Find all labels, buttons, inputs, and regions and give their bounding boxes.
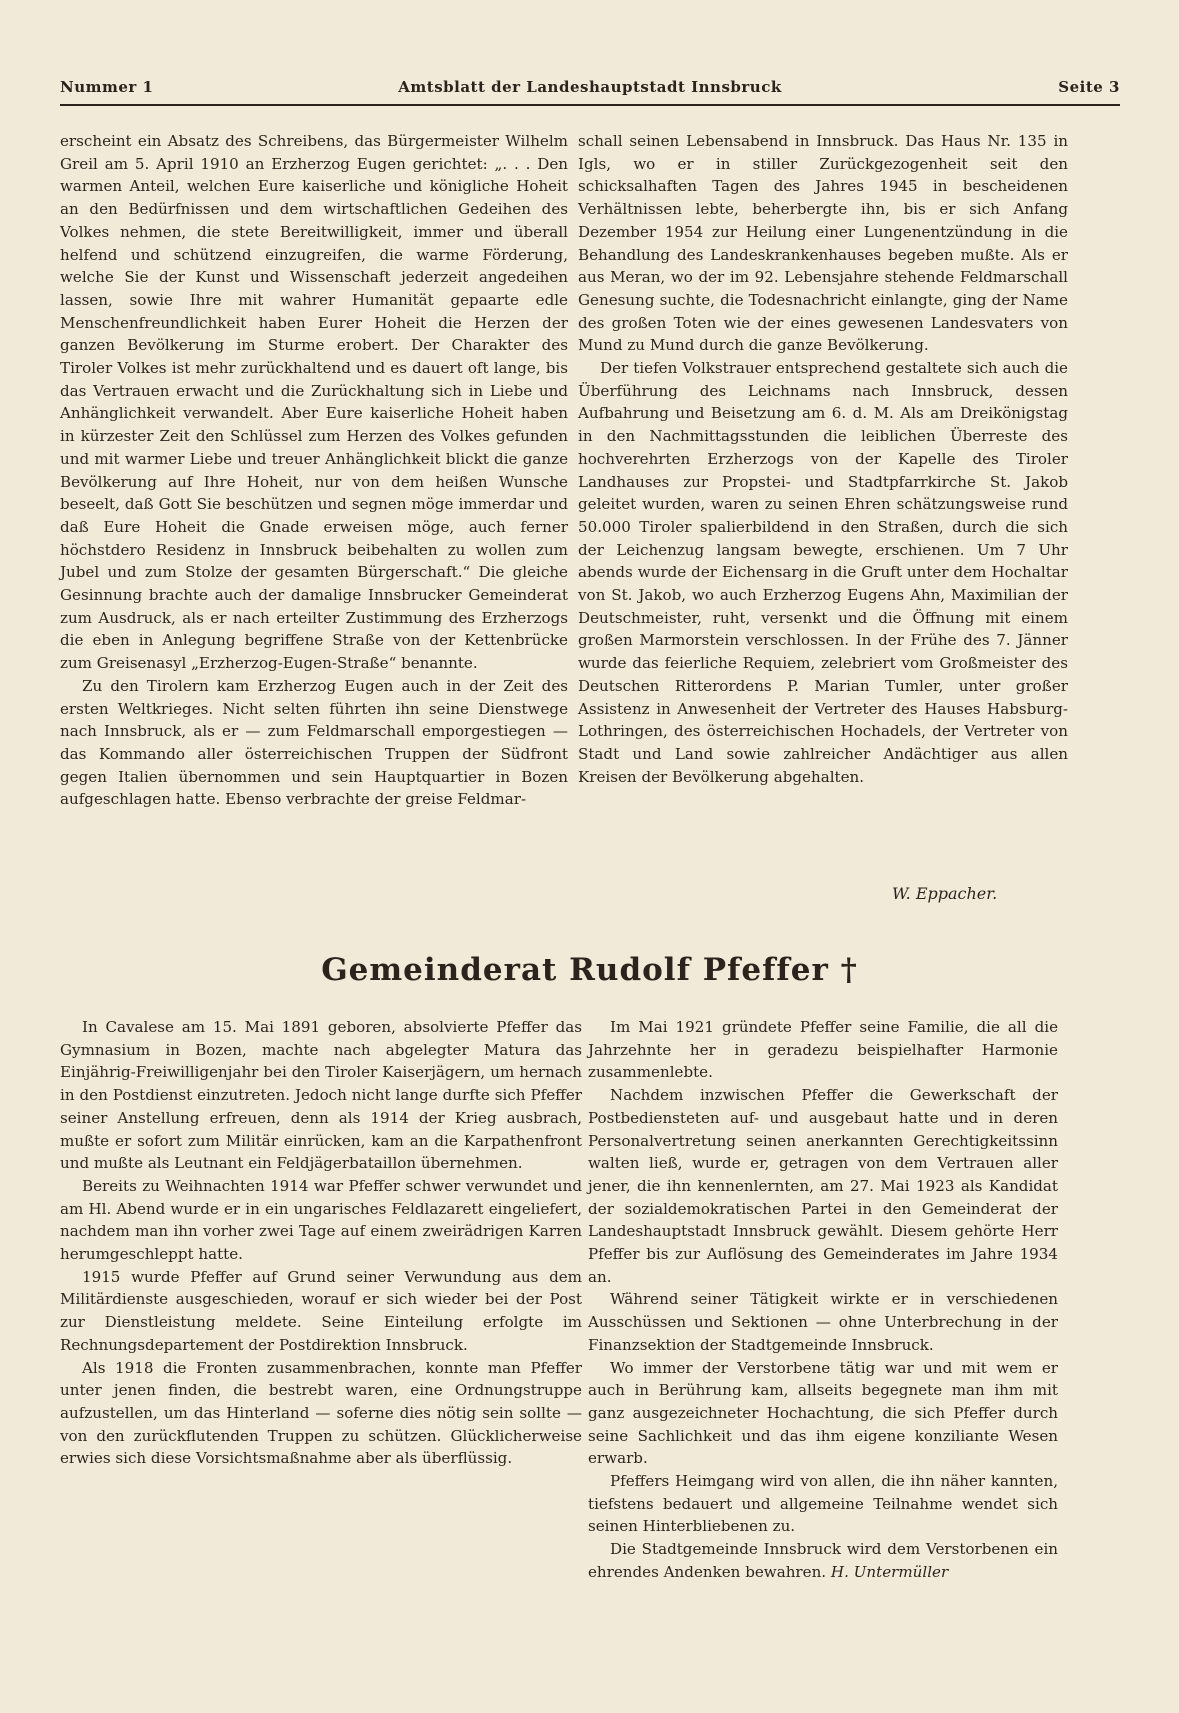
article2-column-left — [60, 1016, 582, 1470]
article2-paragraph: Bereits zu Weihnachten 1914 war Pfeffer schwer verwundet und am Hl. Abend wurde er in ein ungarisches Feldlazarett eingeliefert, nachdem man ihn vorher zwei Tage auf einem zweirädrigen Karren herumgeschleppt hatte. — [60, 1176, 582, 1264]
article1-column-left — [60, 130, 568, 811]
article1-column-right — [578, 130, 1068, 788]
article2-paragraph: Nachdem inzwischen Pfeffer die Gewerkschaft der Postbediensteten auf- und ausgebaut hatte und in deren Personalvertretung seinen anerkannten Gerechtigkeitssinn walten ließ, wurde er, getragen von dem Vertrauen aller jener, die ihn kennenlernten, am 27. Mai 1923 als Kandidat der sozialdemokratischen Partei in den Gemeinderat der Landeshauptstadt Innsbruck gewählt. Diesem gehörte Herr Pfeffer bis zur Auflösung des Gemeinderates im Jahre 1934 an. — [588, 1086, 1058, 1286]
header-rule — [60, 104, 1120, 106]
article2-column-right — [588, 1016, 1058, 1584]
article2-paragraph: 1915 wurde Pfeffer auf Grund seiner Verwundung aus dem Militärdienste ausgeschieden, worauf er sich wieder bei der Post zur Dienstleistung meldete. Seine Einteilung erfolgte im Rechnungsdepartement der Postdirektion Innsbruck. — [60, 1267, 582, 1354]
article2-paragraph: Als 1918 die Fronten zusammenbrachen, konnte man Pfeffer unter jenen finden, die bestrebt waren, eine Ordnungstruppe aufzustellen, um das Hinterland — soferne dies nötig sein sollte — von den zurückflutenden Truppen zu schützen. Glücklicherweise erwies sich diese Vorsichtsmaßnahme aber als überflüssig. — [60, 1358, 582, 1468]
publication-title: Amtsblatt der Landeshauptstadt Innsbruck — [398, 78, 782, 96]
article1-paragraph: Der tiefen Volkstrauer entsprechend gestaltete sich auch die Überführung des Leichnams nach Innsbruck, dessen Aufbahrung und Beisetzung am 6. d. M. Als am Dreikönigstag in den Nachmittagsstunden die leiblichen Überreste des hochverehrten Erzherzogs von der Kapelle des Tiroler Landhauses zur Propstei- und Stadtpfarrkirche St. Jakob geleitet wurden, waren zu seinen Ehren schätzungsweise rund 50.000 Tiroler spalierbildend in den Straßen, durch die sich der Leichenzug langsam bewegte, erschienen. Um 7 Uhr abends wurde der Eichensarg in die Gruft unter dem Hochaltar von St. Jakob, wo auch Erzherzog Eugens Ahn, Maximilian der Deutschmeister, ruht, versenkt und die Öffnung mit einem großen Marmorstein verschlossen. In der Frühe des 7. Jänner wurde das feierliche Requiem, zelebriert vom Großmeister des Deutschen Ritterordens P. Marian Tumler, unter großer Assistenz in Anwesenheit der Vertreter des Hauses Habsburg-Lothringen, des österreichischen Hochadels, der Vertreter von Stadt und Land sowie zahlreicher Andächtiger aus allen Kreisen der Bevölkerung abgehalten. — [578, 359, 1068, 786]
article2-closing-text: Die Stadtgemeinde Innsbruck wird dem Verstorbenen ein ehrendes Andenken bewahren. — [588, 1540, 1058, 1581]
article2-paragraph: Im Mai 1921 gründete Pfeffer seine Familie, die all die Jahrzehnte her in geradezu beispielhafter Harmonie zusammenlebte. — [588, 1018, 1058, 1082]
article2-signature: H. Untermüller — [830, 1562, 949, 1581]
issue-number: Nummer 1 — [60, 78, 154, 96]
article2-paragraph: Wo immer der Verstorbene tätig war und mit wem er auch in Berührung kam, allseits begegnete man ihm mit ganz ausgezeichneter Hochachtung, die sich Pfeffer durch seine Sachlichkeit und das ihm eigene konziliante Wesen erwarb. — [588, 1358, 1058, 1468]
article1-paragraph: schall seinen Lebensabend in Innsbruck. Das Haus Nr. 135 in Igls, wo er in stiller Zurückgezogenheit seit den schicksalhaften Tagen des Jahres 1945 in bescheidenen Verhältnissen lebte, beherbergte ihn, bis er sich Anfang Dezember 1954 zur Heilung einer Lungenentzündung in die Behandlung des Landeskrankenhauses begeben mußte. Als er aus Meran, wo der im 92. Lebensjahre stehende Feldmarschall Genesung suchte, die Todesnachricht einlangte, ging der Name des großen Toten wie der eines gewesenen Landesvaters von Mund zu Mund durch die ganze Bevölkerung. — [578, 132, 1068, 355]
article2-paragraph — [588, 1538, 1058, 1583]
article2-title: Gemeinderat Rudolf Pfeffer † — [321, 952, 858, 988]
article2-paragraph: Pfeffers Heimgang wird von allen, die ihn näher kannten, tiefstens bedauert und allgemeine Teilnahme wendet sich seinen Hinterbliebenen zu. — [588, 1472, 1058, 1536]
page-number: Seite 3 — [1058, 78, 1120, 96]
article2-paragraph: Während seiner Tätigkeit wirkte er in verschiedenen Ausschüssen und Sektionen — ohne Unterbrechung in der Finanzsektion der Stadtgemeinde Innsbruck. — [588, 1290, 1058, 1354]
article2-paragraph: In Cavalese am 15. Mai 1891 geboren, absolvierte Pfeffer das Gymnasium in Bozen, machte nach abgelegter Matura das Einjährig-Freiwilligenjahr bei den Tiroler Kaiserjägern, um hernach in den Postdienst einzutreten. Jedoch nicht lange durfte sich Pfeffer seiner Anstellung erfreuen, denn als 1914 der Krieg ausbrach, mußte er sofort zum Militär einrücken, kam an die Karpathenfront und mußte als Leutnant ein Feldjägerbataillon übernehmen. — [60, 1018, 582, 1173]
article1-paragraph: erscheint ein Absatz des Schreibens, das Bürgermeister Wilhelm Greil am 5. April 1910 an Erzherzog Eugen gerichtet: „. . . Den warmen Anteil, welchen Eure kaiserliche und königliche Hoheit an den Bedürfnissen und dem wirtschaftlichen Gedeihen des Volkes nehmen, die stete Bereitwilligkeit, immer und überall helfend und schützend einzugreifen, die warme Förderung, welche Sie der Kunst und Wissenschaft jederzeit angedeihen lassen, sowie Ihre mit wahrer Humanität gepaarte edle Menschenfreundlichkeit haben Eurer Hoheit die Herzen der ganzen Bevölkerung im Sturme erobert. Der Charakter des Tiroler Volkes ist mehr zurückhaltend und es dauert oft lange, bis das Vertrauen erwacht und die Zurückhaltung sich in Liebe und Anhänglichkeit verwandelt. Aber Eure kaiserliche Hoheit haben in kürzester Zeit den Schlüssel zum Herzen des Volkes gefunden und mit warmer Liebe und treuer Anhänglichkeit blickt die ganze Bevölkerung auf Ihre Hoheit, nur von dem heißen Wunsche beseelt, daß Gott Sie beschützen und segnen möge immerdar und daß Eure Hoheit die Gnade erweisen möge, auch ferner höchstdero Residenz in Innsbruck beibehalten zu wollen zum Jubel und zum Stolze der gesamten Bürgerschaft.“ Die gleiche Gesinnung brachte auch der damalige Innsbrucker Gemeinderat zum Ausdruck, als er nach erteilter Zustimmung des Erzherzogs die eben in Anlegung begriffene Straße von der Kettenbrücke zum Greisenasyl „Erzherzog-Eugen-Straße“ benannte. — [60, 132, 568, 673]
article1-paragraph: Zu den Tirolern kam Erzherzog Eugen auch in der Zeit des ersten Weltkrieges. Nicht selten führten ihn seine Dienstwege nach Innsbruck, als er — zum Feldmarschall emporgestiegen — das Kommando aller österreichischen Truppen der Südfront gegen Italien übernommen und sein Hauptquartier in Bozen aufgeschlagen hatte. Ebenso verbrachte der greise Feldmar- — [60, 676, 568, 809]
page-header — [60, 78, 1120, 104]
article1-signature: W. Eppacher. — [892, 884, 998, 903]
